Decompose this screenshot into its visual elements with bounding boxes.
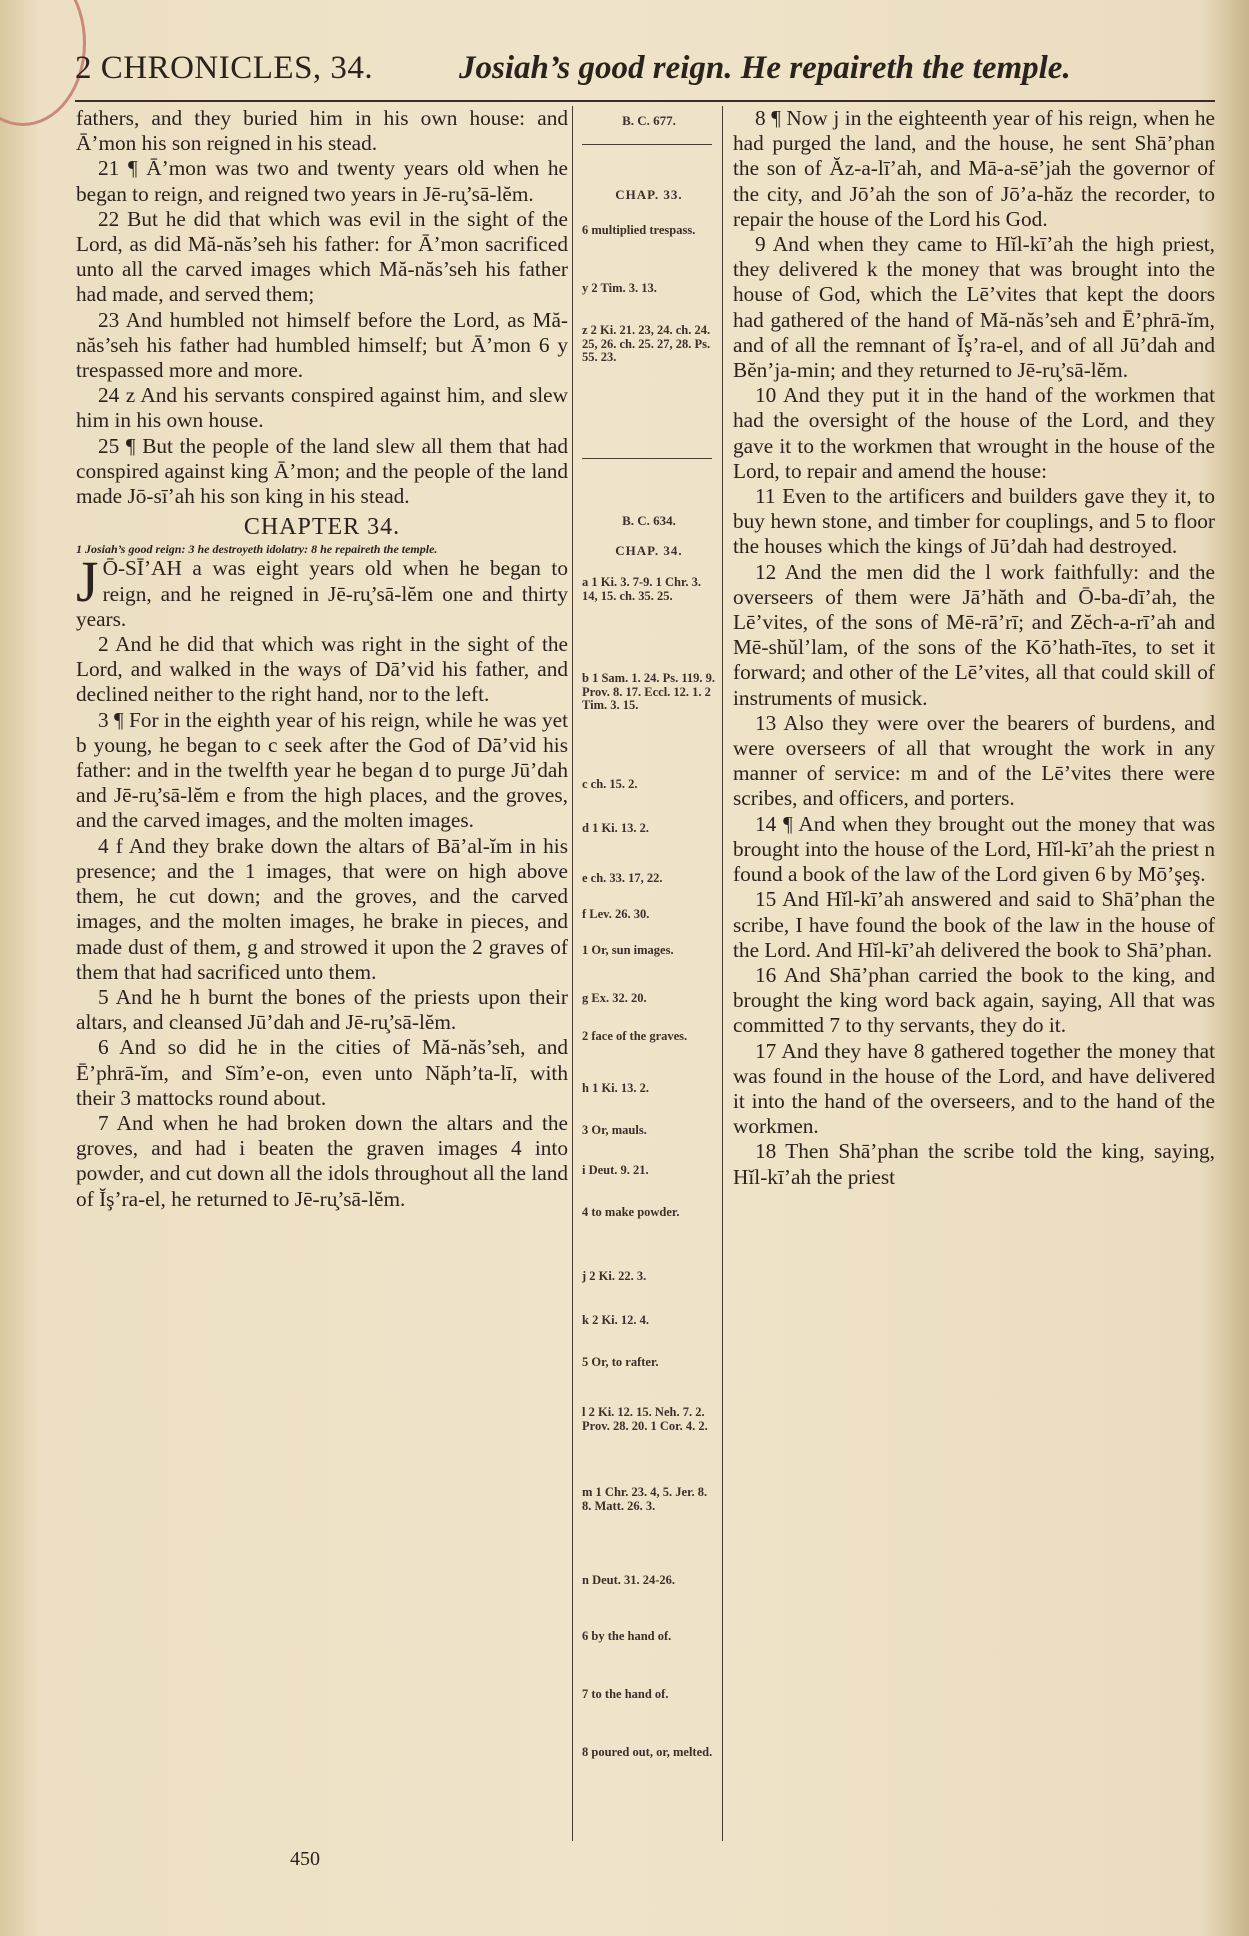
verse-text: fathers, and they buried him in his own house: and Ā’mon his son reigned in his stead. [76,106,568,156]
margin-note: 6 multiplied trespass. [582,223,696,237]
verse-text: 25 ¶ But the people of the land slew all them that had conspired against king Ā’mon; and the people of the land made Jō-sī’ah his son king in his stead. [76,433,568,509]
verse-text: 21 ¶ Ā’mon was two and twenty years old when he began to reign, and reigned two years in Jē-ru̧’sā-lĕm. [76,156,568,206]
verse-text: 6 And so did he in the cities of Mă-năs’seh, and Ē’phrā-ĭm, and Sĭm’e-on, even unto Năph’ta-lī, with their 3 mattocks round about. [76,1035,568,1110]
margin-rule [582,144,712,145]
cross-reference: c ch. 15. 2. [582,777,638,791]
verse-text: 23 And humbled not himself before the Lord, as Mă-năs’seh his father had humbled himself; but Ā’mon 6 y trespassed more and more. [76,307,568,383]
cross-reference: m 1 Chr. 23. 4, 5. Jer. 8. 8. Matt. 26. 3. [582,1485,708,1513]
verse-text: 11 Even to the artificers and builders gave they it, to buy hewn stone, and timber for couplings, and 5 to floor the houses which the kings of Jū’dah had destroyed. [733,484,1215,559]
margin-note: 5 Or, to rafter. [582,1355,659,1369]
verse-text: 24 z And his servants conspired against him, and slew him in his own house. [76,383,568,433]
page-number: 450 [290,1848,320,1870]
column-divider [572,106,573,1841]
cross-reference: b 1 Sam. 1. 24. Ps. 119. 9. Prov. 8. 17. Eccl. 12. 1. 2 Tim. 3. 15. [582,671,716,712]
center-reference-column [576,106,718,1846]
verse-text: 7 And when he had broken down the altars and the groves, and had i beaten the graven images 4 into powder, and cut down all the idols throughout all the land of Ĭş’ra-el, he returned to Jē-ru̧’sā-lĕm. [76,1110,568,1211]
verse-text: 14 ¶ And when they brought out the money that was brought into the house of the Lord, Hĭl-kī’ah the priest n found a book of the law of the Lord given 6 by Mō’şeş. [733,811,1215,887]
verse-text: 4 f And they brake down the altars of Bā’al-ĭm in his presence; and the 1 images, that were on high above them, he cut down; and the groves, and the carved images, and the molten images, he brake in pieces, and made dust of them, g and strowed it upon the 2 graves of them that had sacrificed unto them. [76,833,568,984]
margin-note: 2 face of the graves. [582,1029,688,1043]
cross-reference: i Deut. 9. 21. [582,1163,649,1177]
date-note: B. C. 677. [622,113,676,128]
verse-text: 5 And he h burnt the bones of the priests upon their altars, and cleansed Jū’dah and Jē-ru̧’sā-lĕm. [76,984,568,1035]
margin-note: 4 to make powder. [582,1205,680,1219]
right-text-column [733,106,1215,1846]
cross-reference: h 1 Ki. 13. 2. [582,1081,650,1095]
verse-text: 16 And Shā’phan carried the book to the king, and brought the king word back again, saying, All that was committed 7 to thy servants, they do it. [733,962,1215,1038]
header-rule [75,100,1215,102]
verse-text: 9 And when they came to Hĭl-kī’ah the high priest, they delivered k the money that was brought into the house of God, which the Lē’vites that kept the doors had gathered of the hand of Mă-năs’seh and Ē’phrā-ĭm, and of all the remnant of Ĭş’ra-el, and of all Jū’dah and Bĕn’ja-min; and they returned to Jē-ru̧’sā-lĕm. [733,232,1215,383]
verse-text: 3 ¶ For in the eighth year of his reign, while he was yet b young, he began to c seek after the God of Dā’vid his father: and in the twelfth year he began d to purge Jū’dah and Jē-ru̧’sā-lĕm e from the high places, and the groves, and the carved images, and the molten images. [76,707,568,833]
cross-reference: f Lev. 26. 30. [582,907,650,921]
margin-note: 3 Or, mauls. [582,1123,647,1137]
margin-note: 7 to the hand of. [582,1687,669,1701]
date-note: B. C. 634. [622,513,676,528]
margin-note: 8 poured out, or, melted. [582,1745,713,1759]
verse-text: 22 But he did that which was evil in the sight of the Lord, as did Mă-năs’seh his father: for Ā’mon sacrificed unto all the carved images which Mă-năs’seh his father had made, and served them; [76,206,568,307]
verse-text: 15 And Hĭl-kī’ah answered and said to Shā’phan the scribe, I have found the book of the law in the house of the Lord. And Hĭl-kī’ah delivered the book to Shā’phan. [733,887,1215,962]
margin-chapter-label: CHAP. 33. [615,187,683,202]
cross-reference: k 2 Ki. 12. 4. [582,1313,650,1327]
verse-text: 10 And they put it in the hand of the workmen that had the oversight of the house of the Lord, and they gave it to the workmen that wrought in the house of the Lord, to repair and amend the house: [733,383,1215,483]
margin-note: 6 by the hand of. [582,1629,672,1643]
verse-text: 2 And he did that which was right in the sight of the Lord, and walked in the ways of Dā’vid his father, and declined neither to the right hand, nor to the left. [76,632,568,707]
page-corner-decoration [0,0,86,126]
cross-reference: a 1 Ki. 3. 7-9. 1 Chr. 3. 14, 15. ch. 35. 25. [582,575,701,603]
page-subject-heading: Josiah’s good reign. He repaireth the temple. [459,50,1071,86]
column-divider [722,106,723,1841]
cross-reference: n Deut. 31. 24-26. [582,1573,676,1587]
verse-1-text: Ō-SĪ’AH a was eight years old when he began to reign, and he reigned in Jē-ru̧’sā-lĕm one and thirty years. [76,556,568,631]
drop-cap: J [76,549,99,615]
cross-reference: y 2 Tim. 3. 13. [582,281,657,295]
running-header [75,50,1215,98]
margin-note: 1 Or, sun images. [582,943,674,957]
margin-chapter-label: CHAP. 34. [615,543,683,558]
verse-text: 8 ¶ Now j in the eighteenth year of his reign, when he had purged the land, and the house, he sent Shā’phan the son of Ăz-a-lī’ah, and Mā-a-sē’jah the governor of the city, and Jō’ah the son of Jō’a-hăz the recorder, to repair the house of the Lord his God. [733,106,1215,231]
cross-reference: g Ex. 32. 20. [582,991,647,1005]
cross-reference: d 1 Ki. 13. 2. [582,821,650,835]
chapter-heading: CHAPTER 34. [243,514,401,541]
cross-reference: l 2 Ki. 12. 15. Neh. 7. 2. Prov. 28. 20. 1 Cor. 4. 2. [582,1405,708,1433]
cross-reference: e ch. 33. 17, 22. [582,871,663,885]
verse-text: 12 And the men did the l work faithfully: and the overseers of them were Jā’hăth and Ō-ba-dī’ah, the Lē’vites, of the sons of Mē-rā’rī; and Zĕch-a-rī’ah and Mē-shŭl’lam, of the sons of the Kō’hath-ītes, to set it forward; and other of the Lē’vites, all that could skill of instruments of musick. [733,559,1215,710]
left-text-column [76,106,568,1846]
cross-reference: z 2 Ki. 21. 23, 24. ch. 24. 25, 26. ch. 25. 27, 28. Ps. 55. 23. [582,323,711,364]
verse-text: 18 Then Shā’phan the scribe told the king, saying, Hĭl-kī’ah the priest [733,1139,1215,1189]
margin-rule [582,458,712,459]
verse-text: 13 Also they were over the bearers of burdens, and were overseers of all that wrought the work in any manner of service: m and of the Lē’vites there were scribes, and officers, and porters. [733,710,1215,811]
chapter-summary: 1 Josiah’s good reign: 3 he destroyeth idolatry: 8 he repaireth the temple. [76,542,438,557]
book-chapter-heading: 2 CHRONICLES, 34. [75,50,374,86]
verse-text: 17 And they have 8 gathered together the money that was found in the house of the Lord, and have delivered it into the hand of the overseers, and to the hand of the workmen. [733,1038,1215,1139]
cross-reference: j 2 Ki. 22. 3. [582,1269,647,1283]
